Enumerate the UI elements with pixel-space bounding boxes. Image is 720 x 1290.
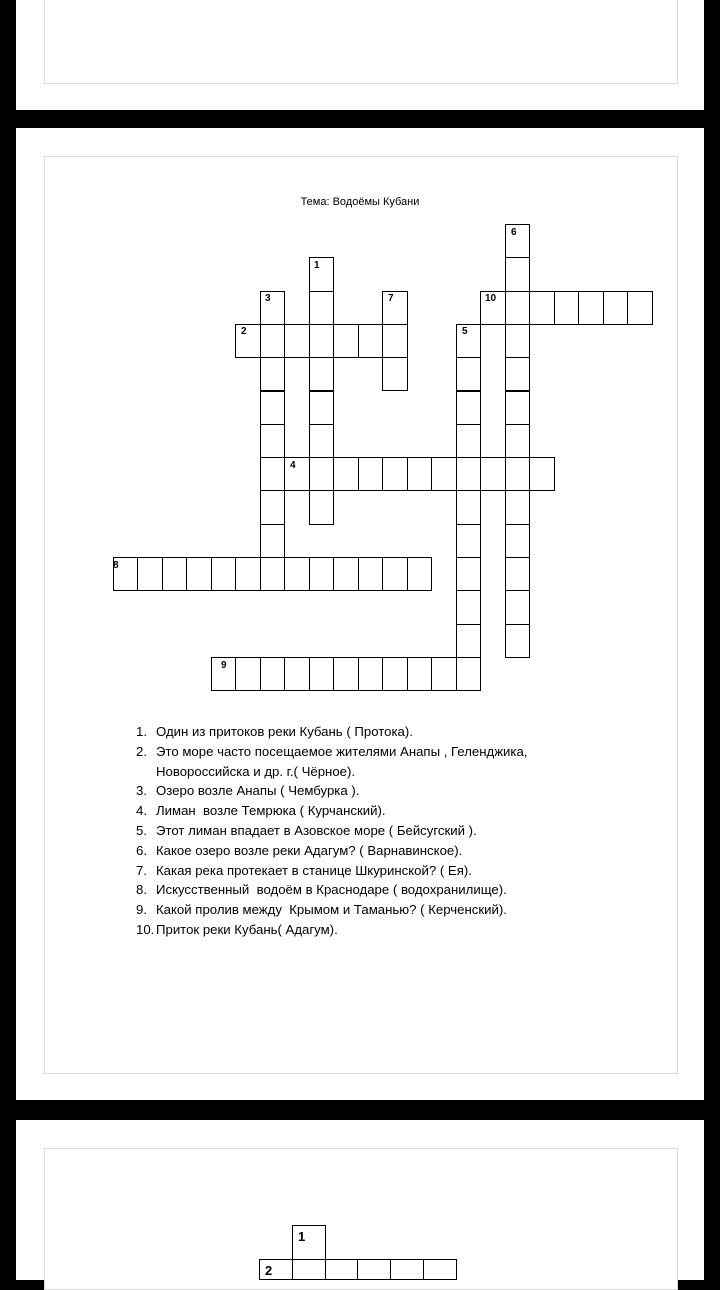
crossword-cell — [211, 557, 237, 591]
crossword-cell — [505, 624, 531, 658]
page-title: Тема: Водоёмы Кубани — [300, 196, 420, 208]
crossword-cell — [505, 490, 531, 524]
clue-number-5: 5 — [462, 326, 468, 337]
crossword-cell — [505, 557, 531, 591]
clue-number-10: 10 — [485, 293, 497, 304]
crossword-cell — [260, 490, 286, 524]
crossword-cell — [382, 457, 408, 491]
clue-item: 5. Этот лиман впадает в Азовское море ( Бейсугский ). — [136, 822, 477, 838]
worksheet-page — [16, 128, 704, 1100]
clue-number-4: 4 — [290, 460, 296, 471]
crossword-cell — [333, 557, 359, 591]
crossword-cell — [382, 557, 408, 591]
clues-list — [136, 722, 596, 940]
crossword-cell — [456, 424, 482, 458]
crossword-cell — [333, 324, 359, 358]
crossword-cell — [260, 657, 286, 691]
crossword-cell — [456, 357, 482, 391]
next-clue-number-1: 1 — [298, 1229, 306, 1244]
crossword-cell — [309, 424, 335, 458]
crossword-cell — [137, 557, 163, 591]
clue-number-1: 1 — [314, 260, 320, 271]
crossword-cell — [260, 324, 286, 358]
next-clue-number-2: 2 — [265, 1263, 273, 1278]
crossword-cell — [260, 391, 286, 425]
clue-item: 7. Какая река протекает в станице Шкуринской? ( Ея). — [136, 862, 472, 878]
crossword-cell — [505, 524, 531, 558]
crossword-cell — [505, 590, 531, 624]
crossword-cell — [505, 391, 531, 425]
crossword-cell — [505, 291, 531, 325]
crossword-cell — [309, 291, 335, 325]
crossword-cell — [284, 557, 310, 591]
crossword-cell — [456, 324, 482, 358]
crossword-cell — [260, 291, 286, 325]
crossword-cell — [358, 457, 384, 491]
crossword-cell — [235, 657, 261, 691]
crossword-cell — [309, 357, 335, 391]
crossword-cell — [309, 391, 335, 425]
next-page-crossword-cell — [292, 1259, 326, 1280]
crossword-cell — [284, 457, 310, 491]
crossword-cell — [505, 457, 531, 491]
clue-item: 3. Озеро возле Анапы ( Чембурка ). — [136, 783, 360, 799]
crossword-cell — [456, 524, 482, 558]
crossword-cell — [309, 457, 335, 491]
clue-item: 2. Это море часто посещаемое жителями Анапы , Геленджика, Новороссийска и др. г.( Чёрное). — [136, 743, 528, 779]
crossword-cell — [431, 457, 457, 491]
crossword-cell — [333, 457, 359, 491]
next-page — [16, 1120, 704, 1280]
crossword-cell — [456, 457, 482, 491]
previous-page-frame — [44, 0, 678, 84]
crossword-cell — [260, 424, 286, 458]
crossword-cell — [603, 291, 629, 325]
previous-page — [16, 0, 704, 110]
crossword-cell — [260, 457, 286, 491]
crossword-cell — [358, 324, 384, 358]
crossword-cell — [358, 557, 384, 591]
crossword-cell — [627, 291, 653, 325]
clue-item: 9. Какой пролив между Крымом и Таманью? ( Керченский). — [136, 902, 507, 918]
crossword-cell — [284, 657, 310, 691]
next-page-crossword-cell — [292, 1225, 326, 1260]
clue-number-3: 3 — [265, 293, 271, 304]
crossword-cell — [162, 557, 188, 591]
crossword-cell — [407, 457, 433, 491]
crossword-cell — [456, 657, 482, 691]
crossword-cell — [505, 324, 531, 358]
crossword-cell — [456, 590, 482, 624]
clue-item: 8. Искусственный водоём в Краснодаре ( водохранилище). — [136, 882, 507, 898]
crossword-cell — [260, 524, 286, 558]
crossword-cell — [529, 457, 555, 491]
crossword-cell — [382, 324, 408, 358]
crossword-cell — [505, 257, 531, 291]
crossword-cell — [407, 657, 433, 691]
crossword-cell — [358, 657, 384, 691]
clue-number-6: 6 — [511, 227, 517, 238]
crossword-cell — [309, 324, 335, 358]
crossword-cell — [333, 657, 359, 691]
crossword-cell — [456, 624, 482, 658]
clue-item: 10. Приток реки Кубань( Адагум). — [136, 921, 338, 937]
clue-number-2: 2 — [241, 326, 247, 337]
next-page-crossword-cell — [357, 1259, 391, 1280]
crossword-cell — [456, 391, 482, 425]
clue-item: 6. Какое озеро возле реки Адагум? ( Варнавинское). — [136, 842, 463, 858]
crossword-cell — [309, 490, 335, 524]
crossword-cell — [505, 424, 531, 458]
crossword-cell — [456, 490, 482, 524]
crossword-cell — [505, 357, 531, 391]
crossword-cell — [382, 657, 408, 691]
clue-item: 4. Лиман возле Темрюка ( Курчанский). — [136, 803, 386, 819]
crossword-cell — [260, 557, 286, 591]
crossword-cell — [480, 457, 506, 491]
crossword-cell — [578, 291, 604, 325]
clue-item: 1. Один из притоков реки Кубань ( Протока). — [136, 724, 413, 739]
crossword-cell — [260, 357, 286, 391]
crossword-cell — [407, 557, 433, 591]
next-page-crossword-cell — [390, 1259, 424, 1280]
crossword-cell — [309, 557, 335, 591]
crossword-cell — [235, 324, 261, 358]
crossword-cell — [382, 291, 408, 325]
crossword-cell — [554, 291, 580, 325]
crossword-cell — [529, 291, 555, 325]
crossword-cell — [309, 657, 335, 691]
next-page-crossword-cell — [325, 1259, 359, 1280]
crossword-cell — [284, 324, 310, 358]
clue-number-7: 7 — [388, 293, 394, 304]
crossword-cell — [235, 557, 261, 591]
next-page-crossword-cell — [423, 1259, 457, 1280]
crossword-cell — [505, 224, 531, 258]
crossword-cell — [456, 557, 482, 591]
clue-number-8: 8 — [113, 560, 119, 571]
clue-number-9: 9 — [221, 660, 227, 671]
crossword-cell — [309, 257, 335, 291]
crossword-cell — [186, 557, 212, 591]
crossword-cell — [431, 657, 457, 691]
crossword-cell — [382, 357, 408, 391]
